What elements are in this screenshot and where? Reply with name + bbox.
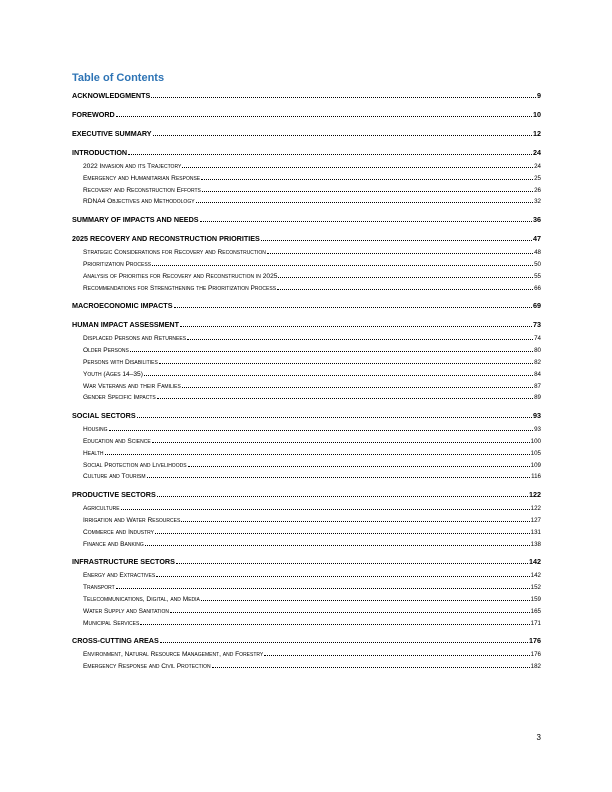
toc-entry-page: 122 xyxy=(529,490,541,500)
dot-leader xyxy=(182,167,533,168)
toc-entry-page: 159 xyxy=(530,595,541,603)
toc-entry-page: 122 xyxy=(530,505,541,513)
toc-entry-page: 93 xyxy=(534,426,541,434)
toc-section-entry[interactable] xyxy=(72,215,541,229)
dot-leader xyxy=(200,221,532,222)
toc-subsection-entry[interactable] xyxy=(72,663,541,675)
toc-subsection-entry[interactable] xyxy=(72,584,541,596)
toc-entry-title: Gender Specific Impacts xyxy=(83,394,156,402)
toc-entry-title: Housing xyxy=(83,426,108,434)
toc-entry-page: 26 xyxy=(534,186,541,194)
toc-entry-page: 55 xyxy=(534,272,541,280)
toc-subsection-entry[interactable] xyxy=(72,335,541,347)
toc-entry-page: 182 xyxy=(530,663,541,671)
toc-entry-title: Irrigation and Water Resources xyxy=(83,516,181,524)
dot-leader xyxy=(144,375,533,376)
dot-leader xyxy=(201,179,533,180)
toc-entry-page: 100 xyxy=(530,437,541,445)
dot-leader xyxy=(160,642,528,643)
toc-entry-page: 89 xyxy=(534,394,541,402)
toc-subsection-entry[interactable] xyxy=(72,273,541,285)
toc-entry-title: HUMAN IMPACT ASSESSMENT xyxy=(72,320,180,330)
toc-entry-page: 36 xyxy=(533,215,541,225)
toc-section-entry[interactable] xyxy=(72,636,541,650)
toc-entry-title: MACROECONOMIC IMPACTS xyxy=(72,301,173,311)
toc-subsection-entry[interactable] xyxy=(72,187,541,199)
toc-entry-page: 138 xyxy=(530,540,541,548)
table-of-contents xyxy=(72,91,541,675)
dot-leader xyxy=(145,545,530,546)
toc-subsection-entry[interactable] xyxy=(72,438,541,450)
dot-leader xyxy=(151,97,536,98)
toc-subsection-entry[interactable] xyxy=(72,462,541,474)
toc-entry-page: 87 xyxy=(534,382,541,390)
toc-subsection-entry[interactable] xyxy=(72,450,541,462)
toc-entry-page: 48 xyxy=(534,249,541,257)
toc-entry-page: 82 xyxy=(534,358,541,366)
dot-leader xyxy=(264,655,529,656)
dot-leader xyxy=(153,135,532,136)
toc-section-entry[interactable] xyxy=(72,411,541,425)
toc-entry-title: War Veterans and their Families xyxy=(83,382,181,390)
dot-leader xyxy=(152,442,530,443)
page-number: 3 xyxy=(536,733,541,742)
toc-entry-title: FOREWORD xyxy=(72,110,115,119)
dot-leader xyxy=(182,387,533,388)
toc-entry-title: Finance and Banking xyxy=(83,540,144,548)
toc-subsection-entry[interactable] xyxy=(72,347,541,359)
dot-leader xyxy=(196,202,534,203)
toc-entry-title: EXECUTIVE SUMMARY xyxy=(72,129,152,138)
toc-section-entry[interactable] xyxy=(72,110,541,124)
dot-leader xyxy=(187,339,533,340)
toc-entry-title: INFRASTRUCTURE SECTORS xyxy=(72,557,175,567)
dot-leader xyxy=(155,533,530,534)
toc-entry-title: 2025 RECOVERY AND RECONSTRUCTION PRIORITIES xyxy=(72,234,260,244)
toc-entry-title: Emergency and Humanitarian Response xyxy=(83,174,201,182)
toc-entry-title: CROSS-CUTTING AREAS xyxy=(72,636,159,646)
toc-subsection-entry[interactable] xyxy=(72,517,541,529)
toc-entry-page: 10 xyxy=(533,110,541,119)
toc-entry-title: 2022 Invasion and its Trajectory xyxy=(83,163,182,170)
toc-entry-page: 142 xyxy=(529,557,541,567)
dot-leader xyxy=(188,466,530,467)
toc-entry-title: Emergency Response and Civil Protection xyxy=(83,663,211,671)
toc-entry-page: 32 xyxy=(534,198,541,206)
toc-entry-title: Older Persons xyxy=(83,347,129,355)
dot-leader xyxy=(152,265,533,266)
toc-entry-page: 116 xyxy=(531,473,541,481)
toc-section-entry[interactable] xyxy=(72,148,541,162)
toc-entry-title: INTRODUCTION xyxy=(72,148,128,157)
dot-leader xyxy=(137,417,532,418)
toc-entry-page: 24 xyxy=(534,163,541,170)
dot-leader xyxy=(157,398,533,399)
toc-subsection-entry[interactable] xyxy=(72,175,541,187)
toc-entry-page: 93 xyxy=(533,411,541,421)
toc-section-entry[interactable] xyxy=(72,129,541,143)
toc-entry-title: Analysis of Priorities for Recovery and Reconstruction in 2025 xyxy=(83,272,278,280)
toc-subsection-entry[interactable] xyxy=(72,394,541,406)
toc-entry-title: Energy and Extractives xyxy=(83,572,156,580)
toc-entry-page: 131 xyxy=(530,528,541,536)
toc-entry-page: 127 xyxy=(530,516,541,524)
dot-leader xyxy=(201,600,530,601)
toc-entry-title: Displaced Persons and Returnees xyxy=(83,335,187,343)
toc-subsection-entry[interactable] xyxy=(72,529,541,541)
toc-section-entry[interactable] xyxy=(72,557,541,571)
toc-section-entry[interactable] xyxy=(72,91,541,105)
dot-leader xyxy=(109,430,534,431)
toc-entry-page: 66 xyxy=(534,284,541,292)
dot-leader xyxy=(116,116,532,117)
toc-entry-title: RDNA4 Objectives and Methodology xyxy=(83,198,195,206)
dot-leader xyxy=(159,363,533,364)
toc-subsection-entry[interactable] xyxy=(72,285,541,297)
toc-entry-page: 171 xyxy=(530,619,541,627)
dot-leader xyxy=(278,277,533,278)
toc-subsection-entry[interactable] xyxy=(72,505,541,517)
toc-subsection-entry[interactable] xyxy=(72,620,541,632)
toc-entry-title: Health xyxy=(83,449,104,457)
toc-entry-title: SUMMARY OF IMPACTS AND NEEDS xyxy=(72,215,199,225)
toc-entry-page: 84 xyxy=(534,370,541,378)
dot-leader xyxy=(170,612,530,613)
toc-entry-title: Culture and Tourism xyxy=(83,473,146,481)
dot-leader xyxy=(261,240,532,241)
toc-entry-page: 80 xyxy=(534,347,541,355)
toc-entry-title: Prioritization Process xyxy=(83,260,152,268)
toc-entry-page: 24 xyxy=(533,148,541,157)
toc-entry-page: 165 xyxy=(530,607,541,615)
dot-leader xyxy=(147,477,531,478)
toc-subsection-entry[interactable] xyxy=(72,198,541,210)
toc-subsection-entry[interactable] xyxy=(72,383,541,395)
dot-leader xyxy=(267,253,533,254)
toc-entry-title: Recovery and Reconstruction Efforts xyxy=(83,186,201,194)
toc-section-entry[interactable] xyxy=(72,234,541,248)
toc-entry-page: 109 xyxy=(530,461,541,469)
dot-leader xyxy=(176,563,528,564)
dot-leader xyxy=(181,521,529,522)
toc-entry-title: SOCIAL SECTORS xyxy=(72,411,136,421)
toc-entry-page: 176 xyxy=(530,651,541,659)
toc-subsection-entry[interactable] xyxy=(72,249,541,261)
toc-entry-page: 47 xyxy=(533,234,541,244)
toc-subsection-entry[interactable] xyxy=(72,608,541,620)
toc-entry-title: Environment, Natural Resource Management, and Forestry xyxy=(83,651,264,659)
toc-entry-page: 50 xyxy=(534,260,541,268)
toc-entry-page: 9 xyxy=(537,91,541,100)
toc-entry-title: Commerce and Industry xyxy=(83,528,155,536)
toc-entry-title: Water Supply and Sanitation xyxy=(83,607,169,615)
toc-entry-title: Telecommunications, Digital, and Media xyxy=(83,595,200,603)
toc-subsection-entry[interactable] xyxy=(72,572,541,584)
dot-leader xyxy=(121,509,530,510)
dot-leader xyxy=(212,667,530,668)
toc-entry-title: Transport xyxy=(83,584,115,592)
toc-entry-page: 152 xyxy=(530,584,541,592)
toc-entry-title: Youth (Ages 14–35) xyxy=(83,370,143,378)
toc-entry-page: 25 xyxy=(534,174,541,182)
toc-subsection-entry[interactable] xyxy=(72,359,541,371)
dot-leader xyxy=(156,576,529,577)
toc-subsection-entry[interactable] xyxy=(72,163,541,175)
dot-leader xyxy=(130,351,533,352)
toc-entry-title: Municipal Services xyxy=(83,619,140,627)
toc-entry-title: Social Protection and Livelihoods xyxy=(83,461,187,469)
toc-entry-page: 74 xyxy=(534,335,541,343)
dot-leader xyxy=(174,307,533,308)
toc-subsection-entry[interactable] xyxy=(72,541,541,553)
toc-entry-page: 12 xyxy=(533,129,541,138)
dot-leader xyxy=(277,289,533,290)
toc-entry-title: Recommendations for Strengthening the Prioritization Process xyxy=(83,284,277,292)
toc-section-entry[interactable] xyxy=(72,320,541,334)
toc-entry-title: Agriculture xyxy=(83,505,120,513)
toc-subsection-entry[interactable] xyxy=(72,473,541,485)
toc-entry-page: 176 xyxy=(529,636,541,646)
dot-leader xyxy=(128,154,532,155)
toc-subsection-entry[interactable] xyxy=(72,371,541,383)
toc-entry-title: PRODUCTIVE SECTORS xyxy=(72,490,156,500)
toc-entry-page: 142 xyxy=(530,572,541,580)
dot-leader xyxy=(105,454,530,455)
toc-entry-title: Strategic Considerations for Recovery and Reconstruction xyxy=(83,249,266,257)
toc-subsection-entry[interactable] xyxy=(72,596,541,608)
toc-entry-title: ACKNOWLEDGMENTS xyxy=(72,91,151,100)
toc-subsection-entry[interactable] xyxy=(72,651,541,663)
toc-entry-title: Persons with Disabilities xyxy=(83,358,158,366)
dot-leader xyxy=(202,191,533,192)
toc-entry-page: 73 xyxy=(533,320,541,330)
dot-leader xyxy=(157,496,528,497)
dot-leader xyxy=(116,588,530,589)
toc-subsection-entry[interactable] xyxy=(72,261,541,273)
toc-entry-page: 69 xyxy=(533,301,541,311)
toc-subsection-entry[interactable] xyxy=(72,426,541,438)
dot-leader xyxy=(180,326,532,327)
dot-leader xyxy=(140,624,529,625)
toc-entry-title: Education and Science xyxy=(83,437,151,445)
toc-section-entry[interactable] xyxy=(72,490,541,504)
toc-entry-page: 105 xyxy=(530,449,541,457)
toc-section-entry[interactable] xyxy=(72,301,541,315)
toc-heading: Table of Contents xyxy=(72,72,165,84)
